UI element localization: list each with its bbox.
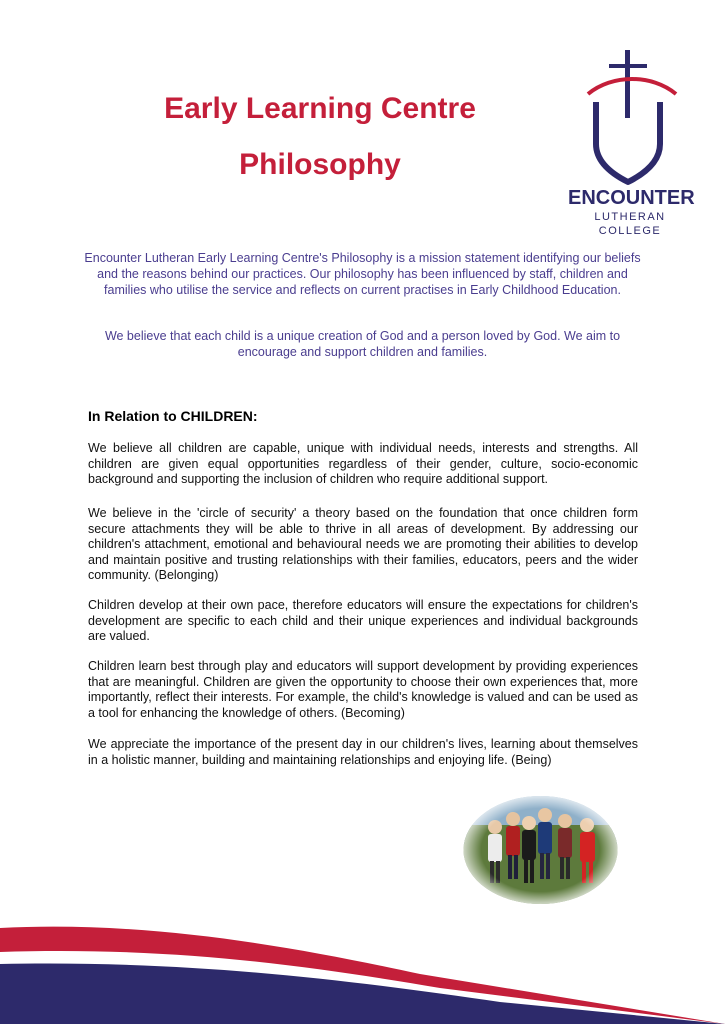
- page-title-line2: Philosophy: [239, 148, 401, 181]
- body-paragraph: We believe in the 'circle of security' a theory based on the foundation that once children form secure attachments they will be able to thrive in all areas of development. By addressing our children's attachment, emotional and behavioural needs we are promoting their abilities to develop and maintain positive and trusting relationships with their families, educators, peers and the wider community. (Belonging): [88, 506, 638, 582]
- page-title-line1: Early Learning Centre: [164, 92, 476, 125]
- intro-paragraph: Encounter Lutheran Early Learning Centre's Philosophy is a mission statement identifying our beliefs and the reasons behind our practices. Our philosophy has been influenced by staff, children and families who utilise the service and reflects on current practises in Early Childhood Education.: [84, 251, 641, 297]
- section-heading: In Relation to CHILDREN:: [88, 408, 258, 424]
- footer-swoosh-decoration: [0, 900, 725, 1024]
- body-paragraph: Children develop at their own pace, therefore educators will ensure the expectations for children's development are specific to each child and their unique experiences and individual backgrounds are valued.: [88, 598, 638, 643]
- intro-belief-paragraph: We believe that each child is a unique creation of God and a person loved by God. We aim to encourage and support children and families.: [104, 329, 621, 359]
- logo-subtitle: LUTHERAN COLLEGE: [594, 211, 666, 237]
- logo-name: ENCOUNTER: [568, 187, 695, 209]
- children-group-photo: [463, 795, 618, 905]
- body-paragraph: We appreciate the importance of the present day in our children's lives, learning about themselves in a holistic manner, building and maintaining relationships and enjoying life. (Being): [88, 737, 638, 767]
- body-paragraph: We believe all children are capable, unique with individual needs, interests and strengths. All children are given equal opportunities regardless of their gender, culture, socio-economic background and supporting the inclusion of children who require additional support.: [88, 441, 638, 486]
- body-paragraph: Children learn best through play and educators will support development by providing experiences that are meaningful. Children are given the opportunity to choose their own experiences that, more importantly, reflect their interests. For example, the child's knowledge is valued and can be used as a tool for enhancing the knowledge of others. (Becoming): [88, 659, 638, 720]
